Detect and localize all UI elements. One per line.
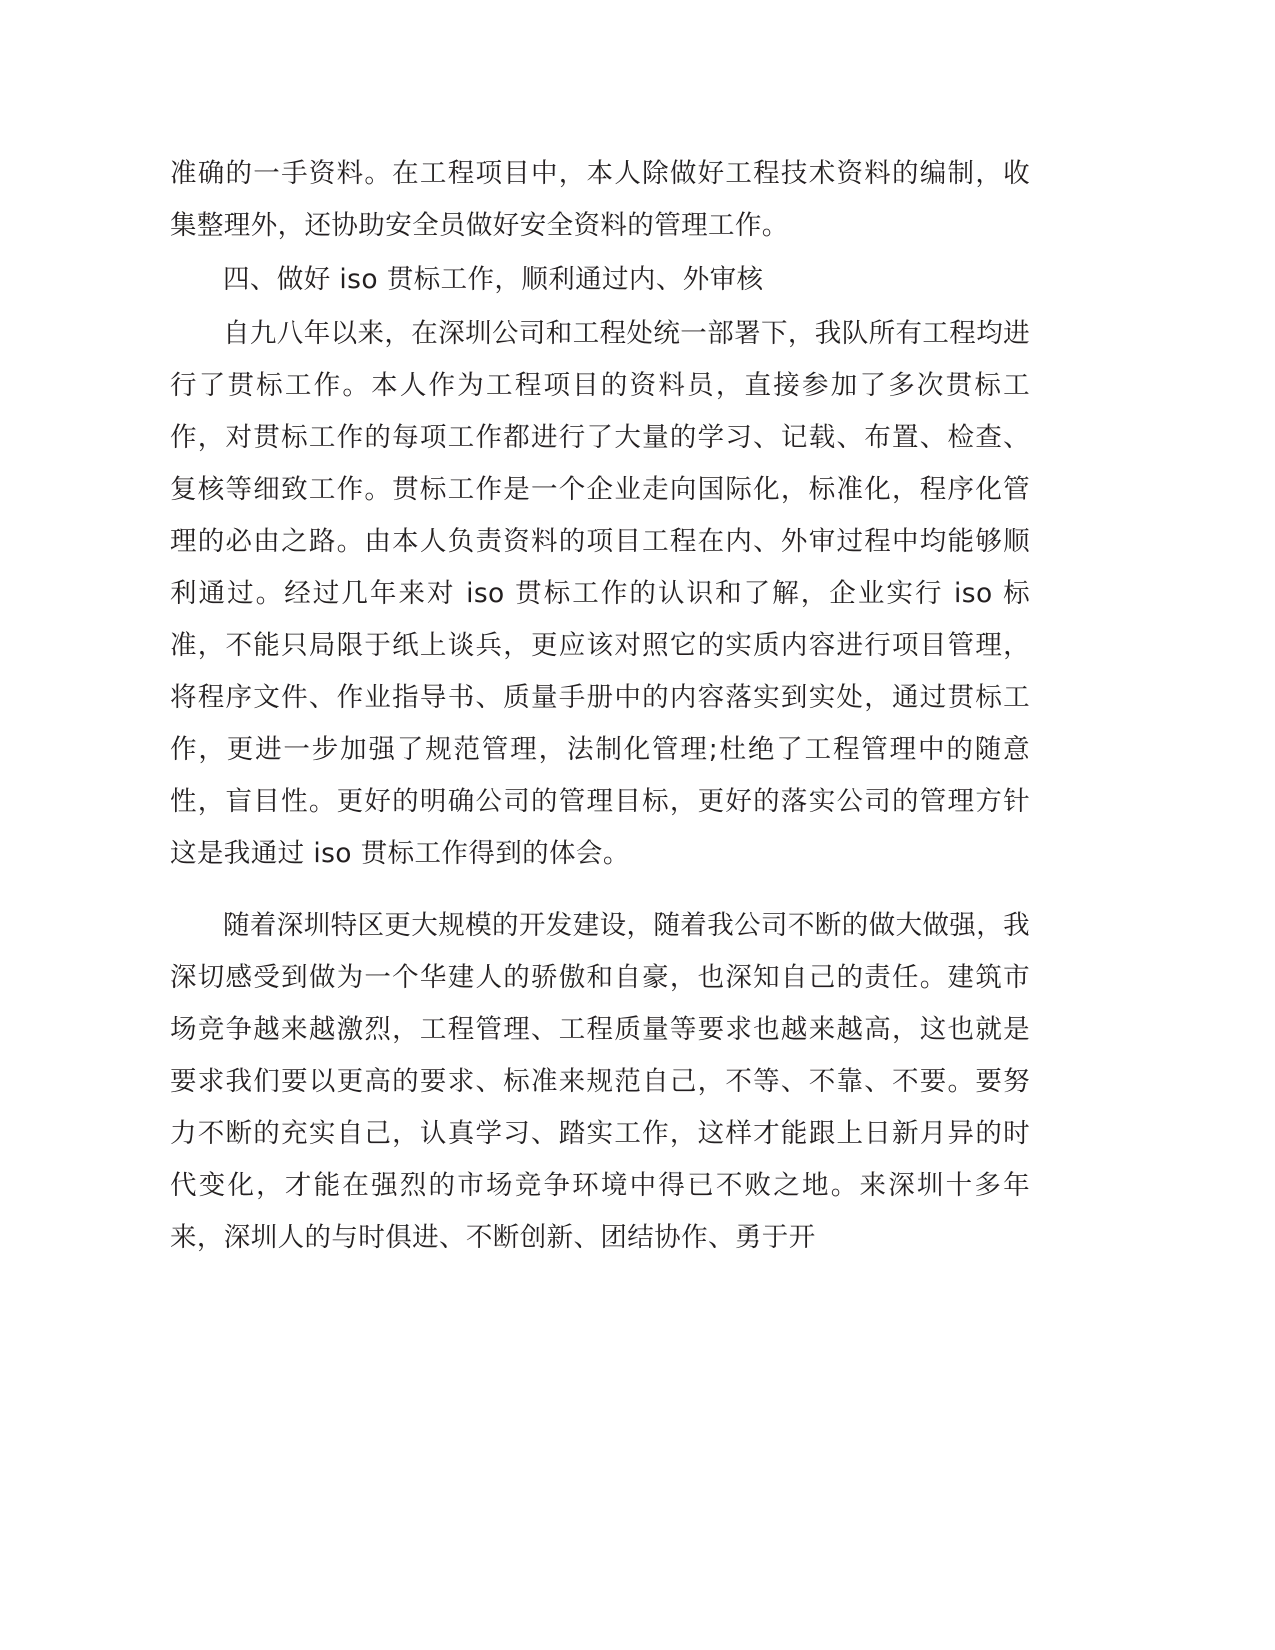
section-heading-four: 四、做好 iso 贯标工作，顺利通过内、外审核 (223, 264, 764, 295)
document-body (170, 148, 1030, 1264)
paragraph-4: 随着深圳特区更大规模的开发建设，随着我公司不断的做大做强，我深切感受到做为一个华建人的骄傲和自豪，也深知自己的责任。建筑市场竞争越来越激烈，工程管理、工程质量等要求也越来越高，这也就是要求我们要以更高的要求、标准来规范自己，不等、不靠、不要。要努力不断的充实自己，认真学习、踏实工作，这样才能跟上日新月异的时代变化，才能在强烈的市场竞争环境中得已不败之地。来深圳十多年来，深圳人的与时俱进、不断创新、团结协作、勇于开 (170, 910, 1030, 1253)
paragraph-1: 准确的一手资料。在工程项目中，本人除做好工程技术资料的编制，收集整理外，还协助安全员做好安全资料的管理工作。 (170, 158, 1030, 241)
paragraph-3: 自九八年以来，在深圳公司和工程处统一部署下，我队所有工程均进行了贯标工作。本人作为工程项目的资料员，直接参加了多次贯标工作，对贯标工作的每项工作都进行了大量的学习、记载、布置、检查、复核等细致工作。贯标工作是一个企业走向国际化，标准化，程序化管理的必由之路。由本人负责资料的项目工程在内、外审过程中均能够顺利通过。经过几年来对 iso 贯标工作的认识和了解，企业实行 iso 标准，不能只局限于纸上谈兵，更应该对照它的实质内容进行项目管理，将程序文件、作业指导书、质量手册中的内容落实到实处，通过贯标工作，更进一步加强了规范管理，法制化管理;杜绝了工程管理中的随意性，盲目性。更好的明确公司的管理目标，更好的落实公司的管理方针这是我通过 iso 贯标工作得到的体会。 (170, 318, 1030, 869)
